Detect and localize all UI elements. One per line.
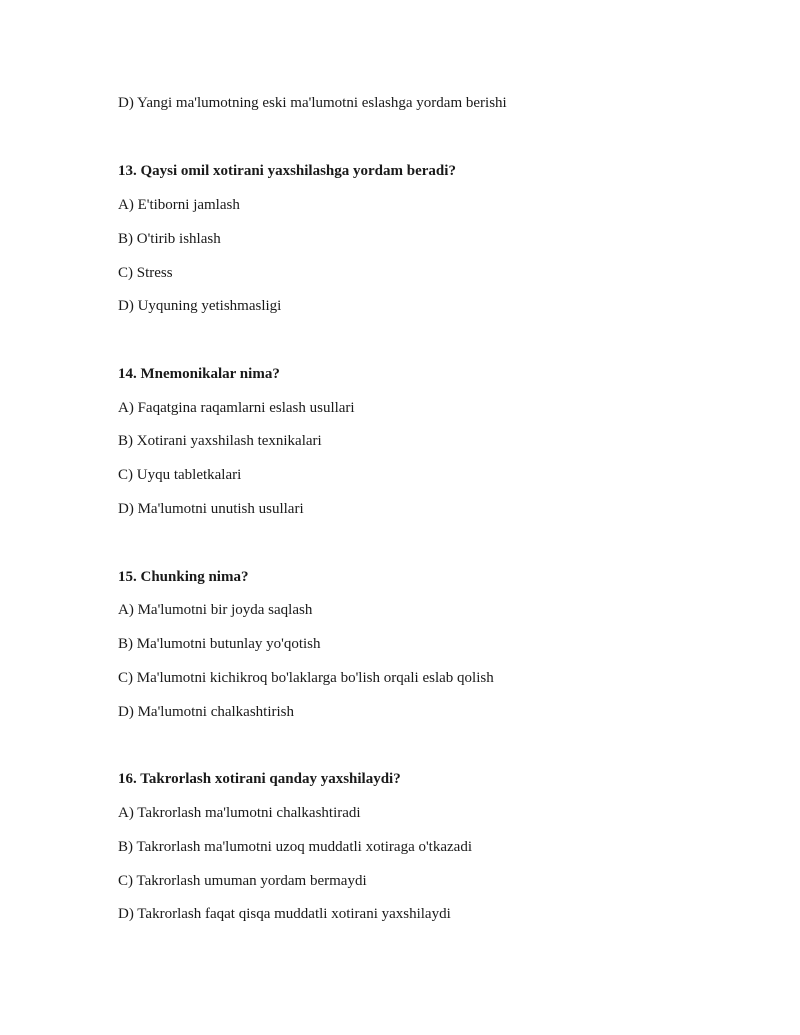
question-14-option-d: D) Ma'lumotni unutish usullari [118,501,304,517]
question-16-option-a: A) Takrorlash ma'lumotni chalkashtiradi [118,805,361,821]
question-15-option-b: B) Ma'lumotni butunlay yo'qotish [118,636,321,652]
question-14-option-a: A) Faqatgina raqamlarni eslash usullari [118,400,355,416]
question-14-option-c: C) Uyqu tabletkalari [118,467,242,483]
question-13-option-d: D) Uyquning yetishmasligi [118,298,282,314]
question-13-option-b: B) O'tirib ishlash [118,231,221,247]
question-14: 14. Mnemonikalar nima? [118,366,280,382]
question-15: 15. Chunking nima? [118,569,249,585]
question-15-option-d: D) Ma'lumotni chalkashtirish [118,704,295,720]
question-16: 16. Takrorlash xotirani qanday yaxshilaydi? [118,771,401,787]
question-16-option-d: D) Takrorlash faqat qisqa muddatli xotirani yaxshilaydi [118,906,451,922]
question-13-option-a: A) E'tiborni jamlash [118,197,240,213]
question-15-option-c: C) Ma'lumotni kichikroq bo'laklarga bo'lish orqali eslab qolish [118,670,494,686]
question-15-option-a: A) Ma'lumotni bir joyda saqlash [118,602,313,618]
question-16-option-b: B) Takrorlash ma'lumotni uzoq muddatli xotiraga o'tkazadi [118,839,472,855]
question-13-option-c: C) Stress [118,265,173,281]
question-14-option-b: B) Xotirani yaxshilash texnikalari [118,433,322,449]
question-16-option-c: C) Takrorlash umuman yordam bermaydi [118,873,367,889]
carryover-option-d: D) Yangi ma'lumotning eski ma'lumotni eslashga yordam berishi [118,95,507,111]
question-13: 13. Qaysi omil xotirani yaxshilashga yordam beradi? [118,163,456,179]
